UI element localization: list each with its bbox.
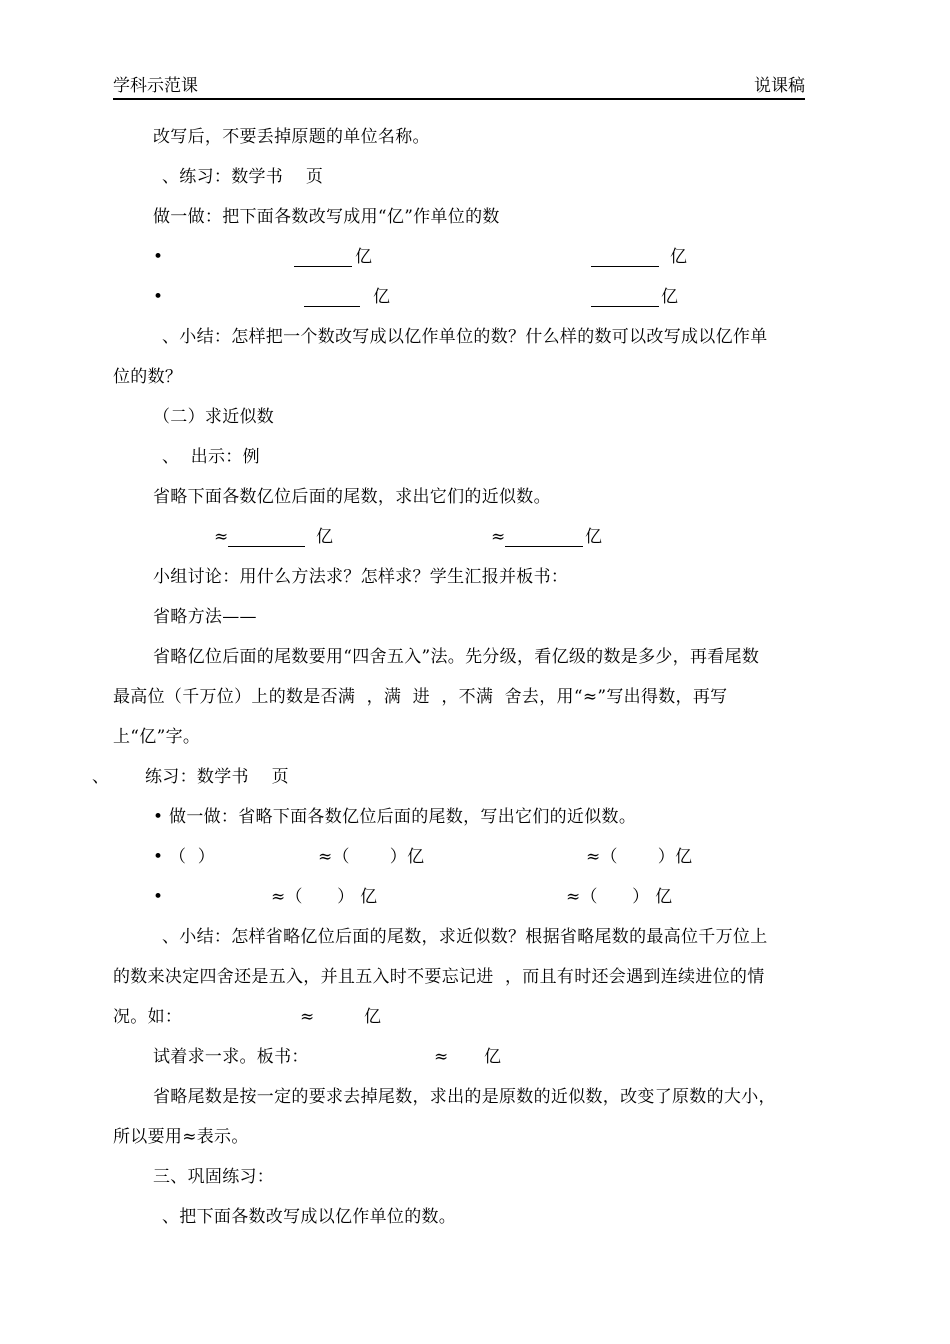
text-line: 省略尾数是按一定的要求去掉尾数，求出的是原数的近似数，改变了原数的大小， <box>153 1087 776 1107</box>
text-line: 改写后，不要丢掉原题的单位名称。 <box>153 127 430 147</box>
exercise-answer: ≈（ ） 亿 <box>566 887 673 907</box>
unit-label: 亿 <box>373 287 391 307</box>
text-line: 、 出示：例 <box>162 447 260 467</box>
unit-label: 亿 <box>364 1007 382 1027</box>
text-line: 的数来决定四舍还是五入，并且五入时不要忘记进 ，而且有时还会遇到连续进位的情 <box>113 967 765 987</box>
text-line: 试着求一求。板书： <box>153 1047 309 1067</box>
header-doc-type: 说课稿 <box>754 76 805 96</box>
section-heading: （二）求近似数 <box>153 407 275 427</box>
page-header <box>113 76 805 100</box>
text-line: 位的数？ <box>113 367 183 387</box>
text-line: 省略方法—— <box>153 607 257 627</box>
bullet: • <box>153 247 164 267</box>
answer-blank <box>228 546 305 547</box>
approx-sign: ≈ <box>491 527 506 547</box>
list-marker: 、 <box>92 767 110 787</box>
text-line: 小组讨论：用什么方法求？怎样求？学生汇报并板书： <box>153 567 569 587</box>
header-subject: 学科示范课 <box>113 76 198 96</box>
answer-blank <box>591 266 659 267</box>
bullet: • <box>153 887 164 907</box>
answer-blank <box>591 306 659 307</box>
text-line: 、练习：数学书 页 <box>162 167 324 187</box>
text-line: • 做一做：省略下面各数亿位后面的尾数，写出它们的近似数。 <box>153 807 637 827</box>
text-line: 、把下面各数改写成以亿作单位的数。 <box>162 1207 457 1227</box>
bullet: • <box>153 287 164 307</box>
text-line: 省略下面各数亿位后面的尾数，求出它们的近似数。 <box>153 487 551 507</box>
text-line: 、小结：怎样省略亿位后面的尾数，求近似数？根据省略尾数的最高位千万位上 <box>162 927 768 947</box>
text-line: 练习：数学书 页 <box>145 767 289 787</box>
text-line: 做一做：把下面各数改写成用“亿”作单位的数 <box>153 207 500 227</box>
approx-sign: ≈ <box>214 527 229 547</box>
answer-blank <box>505 546 583 547</box>
text-line: 最高位（千万位）上的数是否满 ，满 进 ，不满 舍去，用“≈”写出得数，再写 <box>113 687 728 707</box>
text-line: 况。如： <box>113 1007 183 1027</box>
text-line: 、小结：怎样把一个数改写成以亿作单位的数？什么样的数可以改写成以亿作单 <box>162 327 768 347</box>
section-heading: 三、巩固练习： <box>153 1167 275 1187</box>
unit-label: 亿 <box>355 247 373 267</box>
unit-label: 亿 <box>316 527 334 547</box>
unit-label: 亿 <box>661 287 679 307</box>
unit-label: 亿 <box>670 247 688 267</box>
text-line: 省略亿位后面的尾数要用“四舍五入”法。先分级，看亿级的数是多少，再看尾数 <box>153 647 760 667</box>
answer-blank <box>304 306 360 307</box>
approx-sign: ≈ <box>434 1047 449 1067</box>
unit-label: 亿 <box>585 527 603 547</box>
approx-sign: ≈ <box>300 1007 315 1027</box>
exercise-answer: ≈（ ） 亿 <box>271 887 378 907</box>
text-line: 上“亿”字。 <box>113 727 201 747</box>
exercise-item: • （ ） <box>153 847 216 867</box>
exercise-answer: ≈（ ）亿 <box>586 847 693 867</box>
unit-label: 亿 <box>484 1047 502 1067</box>
exercise-answer: ≈（ ）亿 <box>318 847 425 867</box>
text-line: 所以要用≈表示。 <box>113 1127 249 1147</box>
answer-blank <box>294 266 352 267</box>
